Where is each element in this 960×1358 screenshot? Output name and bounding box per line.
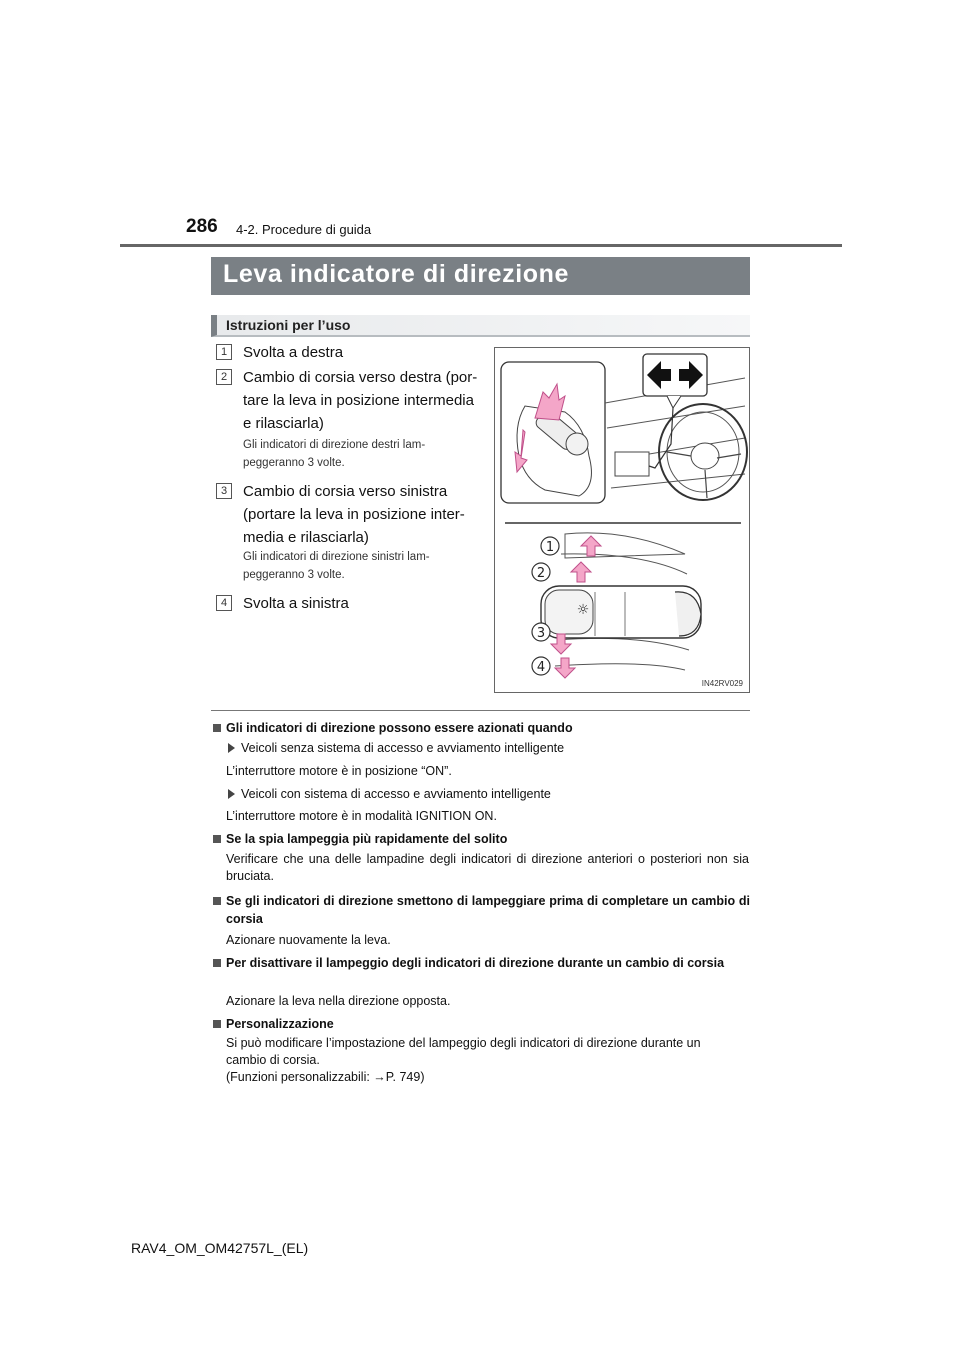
note-heading-text: Se gli indicatori di direzione smettono di lampeggiare prima di completare un cambio di corsia <box>226 894 750 926</box>
figure-code: IN42RV029 <box>701 679 743 688</box>
step-number-4: 4 <box>216 595 232 611</box>
note-heading-text: Gli indicatori di direzione possono essere azionati quando <box>226 721 573 735</box>
step-3-note <box>243 548 476 584</box>
step-4-text: Svolta a sinistra <box>243 595 349 612</box>
step-2-note-line: Gli indicatori di direzione destri lam- <box>243 439 426 451</box>
page-title: Leva indicatore di direzione <box>211 257 750 295</box>
step-3-note-line: peggeranno 3 volte. <box>243 569 345 581</box>
step-2-note <box>243 436 476 472</box>
step-number-3: 3 <box>216 483 232 499</box>
page-number: 286 <box>186 216 218 237</box>
note-1-bullet-1 <box>226 740 564 757</box>
step-number-1: 1 <box>216 344 232 360</box>
bullet-text: Veicoli con sistema di accesso e avviamento intelligente <box>241 787 551 801</box>
step-2-line: tare la leva in posizione intermedia <box>243 392 474 409</box>
square-bullet-icon <box>213 724 221 732</box>
turn-signal-lever-figure <box>494 347 750 693</box>
triangle-bullet-icon <box>228 789 235 799</box>
note-5-text <box>226 1035 749 1086</box>
bullet-text: Veicoli senza sistema di accesso e avviamento intelligente <box>241 741 565 755</box>
footer-document-code: RAV4_OM_OM42757L_(EL) <box>131 1240 309 1256</box>
square-bullet-icon <box>213 959 221 967</box>
notes-divider <box>211 710 750 711</box>
figure-callout-2: 2 <box>536 566 546 581</box>
lever-illustration <box>495 348 750 693</box>
note-5-line: Si può modificare l’impostazione del lampeggio degli indicatori di direzione durante un <box>226 1036 701 1050</box>
step-3-line: (portare la leva in posizione inter- <box>243 506 465 523</box>
section-title: 4-2. Procedure di guida <box>236 222 372 237</box>
note-heading-3 <box>213 892 750 928</box>
svg-text:☼: ☼ <box>576 602 590 618</box>
step-2-line: Cambio di corsia verso destra (por- <box>243 369 478 386</box>
step-3-line: media e rilasciarla) <box>243 529 369 546</box>
note-2-text: Verificare che una delle lampadine degli indicatori di direzione anteriori o posteriori non sia bruciata. <box>226 852 749 883</box>
step-3-line: Cambio di corsia verso sinistra <box>243 483 448 500</box>
figure-callout-3: 3 <box>536 626 546 641</box>
figure-callout-4: 4 <box>536 660 546 675</box>
header-rule <box>120 244 842 247</box>
note-4-text: Azionare la leva nella direzione opposta. <box>226 994 451 1008</box>
subsection-title: Istruzioni per l’uso <box>211 315 750 337</box>
step-3-note-line: Gli indicatori di direzione sinistri lam- <box>243 551 430 563</box>
note-1-text-2: L’interruttore motore è in modalità IGNITION ON. <box>226 809 497 823</box>
note-heading-2 <box>213 830 750 848</box>
square-bullet-icon <box>213 1020 221 1028</box>
note-1-text-1: L’interruttore motore è in posizione “ON”. <box>226 764 452 778</box>
note-heading-text: Personalizzazione <box>226 1017 334 1031</box>
note-3-text: Azionare nuovamente la leva. <box>226 933 391 947</box>
figure-callout-1: 1 <box>545 540 555 555</box>
step-number-2: 2 <box>216 369 232 385</box>
note-heading-4 <box>213 954 750 972</box>
step-2-note-line: peggeranno 3 volte. <box>243 457 345 469</box>
note-heading-text: Per disattivare il lampeggio degli indicatori di direzione durante un cambio di corsia <box>226 956 725 970</box>
note-heading-5 <box>213 1015 750 1033</box>
square-bullet-icon <box>213 835 221 843</box>
step-2-text <box>243 366 476 435</box>
triangle-bullet-icon <box>228 743 235 753</box>
square-bullet-icon <box>213 897 221 905</box>
note-5-line: (Funzioni personalizzabili: →P. 749) <box>226 1070 425 1084</box>
step-2-line: e rilasciarla) <box>243 415 324 432</box>
note-heading-1 <box>213 719 750 737</box>
note-1-bullet-2 <box>226 786 551 803</box>
step-1-text: Svolta a destra <box>243 344 344 361</box>
step-3-text <box>243 480 476 549</box>
note-5-line: cambio di corsia. <box>226 1053 320 1067</box>
note-heading-text: Se la spia lampeggia più rapidamente del solito <box>226 832 508 846</box>
